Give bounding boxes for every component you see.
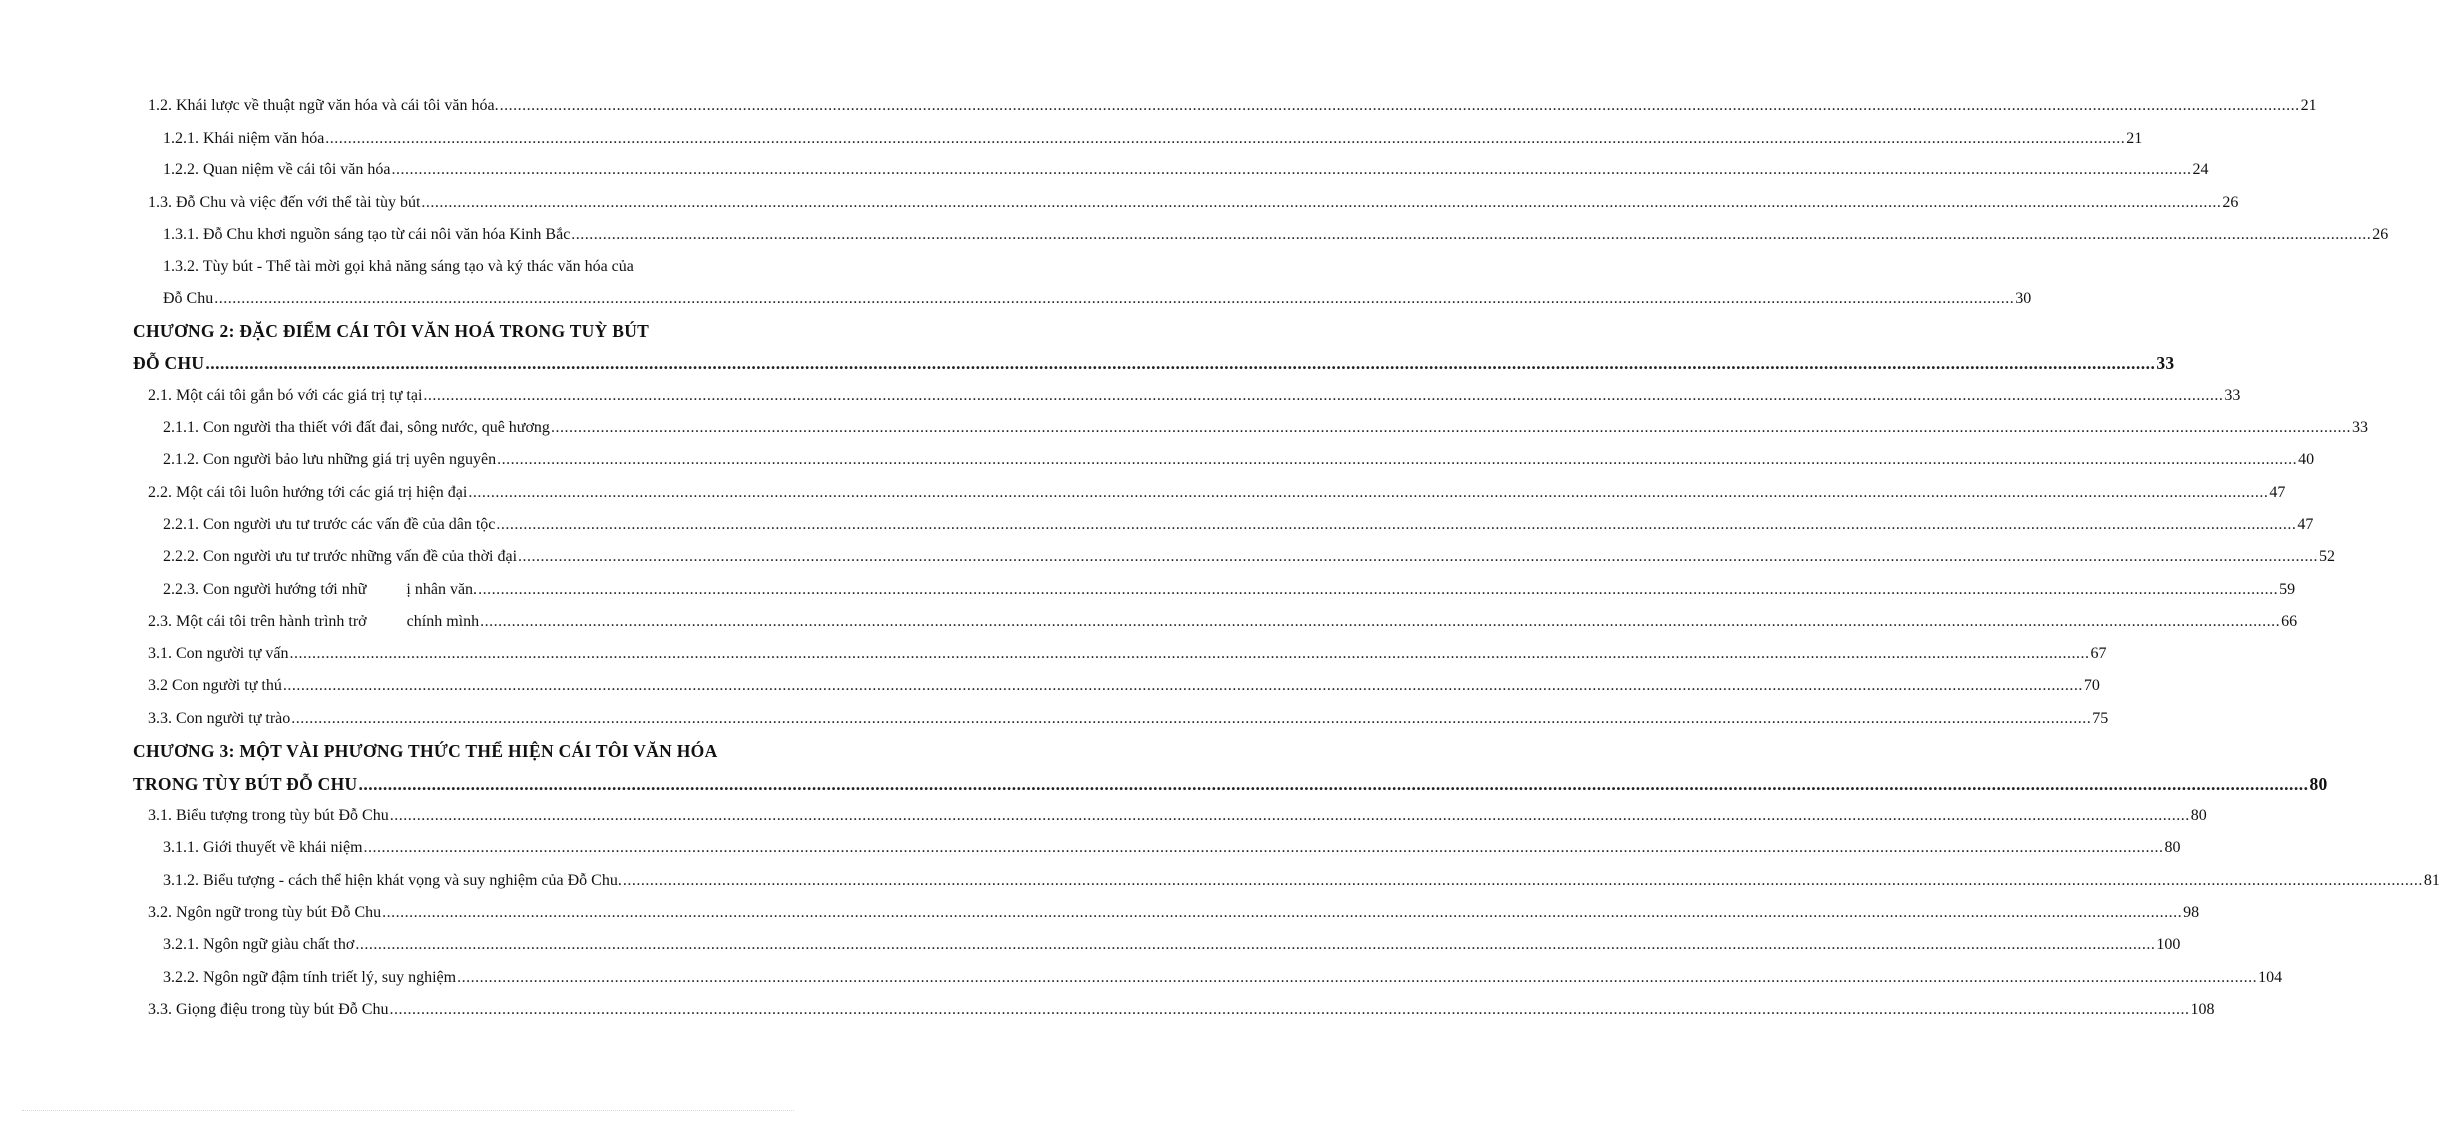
toc-entry-label: 1.3.2. Tùy bút - Thể tài mời gọi khả năng sáng tạo và ký thác văn hóa của <box>163 258 634 275</box>
toc-entry-label: 2.1. Một cái tôi gắn bó với các giá trị tự tại <box>148 387 423 404</box>
toc-dot-leader: ................................................................................................................................................................................................................................................................................................................................................................................................................ <box>457 969 2258 986</box>
toc-entry-label: 2.1.1. Con người tha thiết với đất đai, sông nước, quê hương <box>163 419 550 436</box>
toc-page-number: 80 <box>2309 774 2328 794</box>
toc-dot-leader: ................................................................................................................................................................................................................................................................................................................................................................................................................ <box>497 451 2298 468</box>
toc-page-number: 47 <box>2297 516 2314 533</box>
toc-entry <box>163 870 2440 892</box>
toc-entry-label: TRONG TÙY BÚT ĐỖ CHU <box>133 774 358 794</box>
toc-entry <box>163 288 2032 310</box>
toc-entry-label: 2.2.2. Con người ưu tư trước những vấn đề của thời đại <box>163 548 518 565</box>
toc-chapter-heading <box>133 352 2175 374</box>
toc-page-number: 104 <box>2258 969 2283 986</box>
toc-entry <box>148 643 2107 665</box>
toc-entry <box>148 95 2317 117</box>
toc-entry <box>163 579 2296 601</box>
toc-entry <box>148 385 2241 407</box>
toc-dot-leader: ................................................................................................................................................................................................................................................................................................................................................................................................................ <box>468 484 2269 501</box>
toc-page-number: 98 <box>2183 904 2200 921</box>
toc-dot-leader: ................................................................................................................................................................................................................................................................................................................................................................................................................ <box>496 516 2297 533</box>
toc-page-number: 70 <box>2083 677 2100 694</box>
toc-page-number: 26 <box>2222 194 2239 211</box>
toc-page-number: 75 <box>2092 710 2109 727</box>
toc-dot-leader: ................................................................................................................................................................................................................................................................................................................................................................................................................ <box>382 904 2183 921</box>
toc-entry-label: 1.3.1. Đỗ Chu khơi nguồn sáng tạo từ cái nôi văn hóa Kinh Bắc <box>163 226 571 243</box>
toc-dot-leader: ................................................................................................................................................................................................................................................................................................................................................................................................................ <box>499 97 2300 114</box>
toc-entry-label: 3.1.2. Biểu tượng - cách thể hiện khát vọng và suy nghiệm của Đỗ Chu. <box>163 872 622 889</box>
toc-page-number: 47 <box>2269 484 2286 501</box>
toc-entry <box>163 934 2181 956</box>
toc-page-number: 81 <box>2423 872 2440 889</box>
toc-dot-leader: ................................................................................................................................................................................................................................................................................................................................................................................................................ <box>423 387 2224 404</box>
toc-page-number: 33 <box>2351 419 2368 436</box>
toc-dot-leader: ................................................................................................................................................................................................................................................................................................................................................................................................................ <box>571 226 2372 243</box>
toc-dot-leader: ................................................................................................................................................................................................................................................................................................................................................................................................................ <box>622 872 2423 889</box>
toc-dot-leader: ................................................................................................................................................................................................................................................................................................................................................................................................................ <box>478 581 2279 598</box>
toc-entry-label: 1.3. Đỗ Chu và việc đến với thể tài tùy bút <box>148 194 421 211</box>
toc-page-number: 33 <box>2156 353 2175 373</box>
toc-dot-leader: ................................................................................................................................................................................................................................................................................................................................................................................................................ <box>391 161 2192 178</box>
toc-entry-label: 3.3. Con người tự trào <box>148 710 291 727</box>
toc-entry-label: 3.2.1. Ngôn ngữ giàu chất thơ <box>163 936 355 953</box>
toc-entry <box>148 708 2109 730</box>
toc-dot-leader: ................................................................................................................................................................................................................................................................................................................................................................................................................ <box>389 1001 2190 1018</box>
toc-dot-leader: ................................................................................................................................................................................................................................................................................................................................................................................................................ <box>421 194 2222 211</box>
toc-page-number: 59 <box>2279 581 2296 598</box>
toc-entry-label: 2.1.2. Con người bảo lưu những giá trị uyên nguyên <box>163 451 497 468</box>
toc-entry <box>148 805 2207 827</box>
toc-entry <box>163 546 2336 568</box>
toc-dot-leader: ................................................................................................................................................................................................................................................................................................................................................................................................................ <box>389 807 2190 824</box>
toc-page-number: 67 <box>2090 645 2107 662</box>
toc-entry <box>148 482 2286 504</box>
toc-entry <box>163 159 2209 181</box>
toc-dot-leader: ................................................................................................................................................................................................................................................................................................................................................................................................................ <box>289 645 2090 662</box>
toc-page-number: 26 <box>2372 226 2389 243</box>
toc-entry-label: 1.2. Khái lược về thuật ngữ văn hóa và cái tôi văn hóa. <box>148 97 499 114</box>
toc-entry-label: 3.2 Con người tự thú <box>148 677 282 694</box>
toc-dot-leader: ................................................................................................................................................................................................................................................................................................................................................................................................................ <box>325 130 2126 147</box>
toc-dot-leader: ................................................................................................................................................................................................................................................................................................................................................................................................................ <box>282 677 2083 694</box>
toc-dot-leader: ................................................................................................................................................................................................................................................................................................................................................................................................................ <box>214 290 2015 307</box>
toc-page-number: 108 <box>2190 1001 2215 1018</box>
toc-entry-label: 1.2.1. Khái niệm văn hóa <box>163 130 325 147</box>
toc-entry-label: 3.2. Ngôn ngữ trong tùy bút Đỗ Chu <box>148 904 382 921</box>
toc-page-number: 33 <box>2224 387 2241 404</box>
toc-entry <box>148 902 2200 924</box>
toc-entry <box>163 128 2143 150</box>
toc-dot-leader: ................................................................................................................................................................................................................................................................................................................................................................................................................ <box>518 548 2319 565</box>
toc-page-number: 100 <box>2156 936 2181 953</box>
toc-entry <box>163 837 2181 859</box>
toc-entry <box>163 967 2283 989</box>
toc-entry <box>148 675 2100 697</box>
toc-entry-label: ĐỖ CHU <box>133 353 205 373</box>
toc-dot-leader: ................................................................................................................................................................................................................................................................................................................................................................................................................ <box>291 710 2092 727</box>
toc-entry <box>163 514 2314 536</box>
toc-chapter-heading <box>133 320 728 342</box>
toc-entry <box>163 449 2315 471</box>
toc-entry <box>163 256 728 278</box>
toc-entry-label: 2.3. Một cái tôi trên hành trình trở chính mình <box>148 613 480 630</box>
toc-entry-label: 2.2.1. Con người ưu tư trước các vấn đề của dân tộc <box>163 516 496 533</box>
toc-page-number: 52 <box>2319 548 2336 565</box>
toc-chapter-heading <box>133 740 728 762</box>
toc-entry <box>163 224 2389 246</box>
toc-entry-label: 3.1. Con người tự vấn <box>148 645 289 662</box>
toc-entry <box>163 417 2368 439</box>
toc-page-number: 80 <box>2164 839 2181 856</box>
toc-entry-label: CHƯƠNG 2: ĐẶC ĐIỂM CÁI TÔI VĂN HOÁ TRONG TUỲ BÚT <box>133 321 650 341</box>
toc-dot-leader: ................................................................................................................................................................................................................................................................................................................................................................................................................ <box>363 839 2164 856</box>
toc-page-number: 80 <box>2190 807 2207 824</box>
toc-entry-label: CHƯƠNG 3: MỘT VÀI PHƯƠNG THỨC THỂ HIỆN CÁI TÔI VĂN HÓA <box>133 741 718 761</box>
toc-entry-label: 3.1.1. Giới thuyết về khái niệm <box>163 839 363 856</box>
toc-page-number: 40 <box>2298 451 2315 468</box>
toc-entry-label: 2.2. Một cái tôi luôn hướng tới các giá trị hiện đại <box>148 484 468 501</box>
toc-dot-leader: ................................................................................................................................................................................................................................................................................................................................................................................................................ <box>550 419 2351 436</box>
toc-entry-label: 3.3. Giọng điệu trong tùy bút Đỗ Chu <box>148 1001 389 1018</box>
toc-page-number: 24 <box>2192 161 2209 178</box>
toc-dot-leader: ................................................................................................................................................................................................................................................................................................................................................................................................................ <box>358 774 2309 794</box>
toc-entry-label: 1.2.2. Quan niệm về cái tôi văn hóa <box>163 161 391 178</box>
toc-page-number: 66 <box>2281 613 2298 630</box>
toc-dot-leader: ................................................................................................................................................................................................................................................................................................................................................................................................................ <box>480 613 2281 630</box>
toc-page-number: 21 <box>2300 97 2317 114</box>
toc-entry-label: 3.1. Biểu tượng trong tùy bút Đỗ Chu <box>148 807 389 824</box>
toc-page-number: 21 <box>2126 130 2143 147</box>
toc-entry-label: Đỗ Chu <box>163 290 214 307</box>
toc-dot-leader: ................................................................................................................................................................................................................................................................................................................................................................................................................ <box>205 353 2156 373</box>
toc-entry <box>148 611 2298 633</box>
toc-page-number: 30 <box>2015 290 2032 307</box>
toc-entry <box>148 999 2215 1021</box>
toc-entry <box>148 192 2239 214</box>
toc-entry-label: 3.2.2. Ngôn ngữ đậm tính triết lý, suy nghiệm <box>163 969 457 986</box>
page-footer-divider <box>22 1110 794 1113</box>
toc-dot-leader: ................................................................................................................................................................................................................................................................................................................................................................................................................ <box>355 936 2156 953</box>
toc-entry-label: 2.2.3. Con người hướng tới nhữ ị nhân văn. <box>163 581 478 598</box>
toc-chapter-heading <box>133 773 2328 795</box>
